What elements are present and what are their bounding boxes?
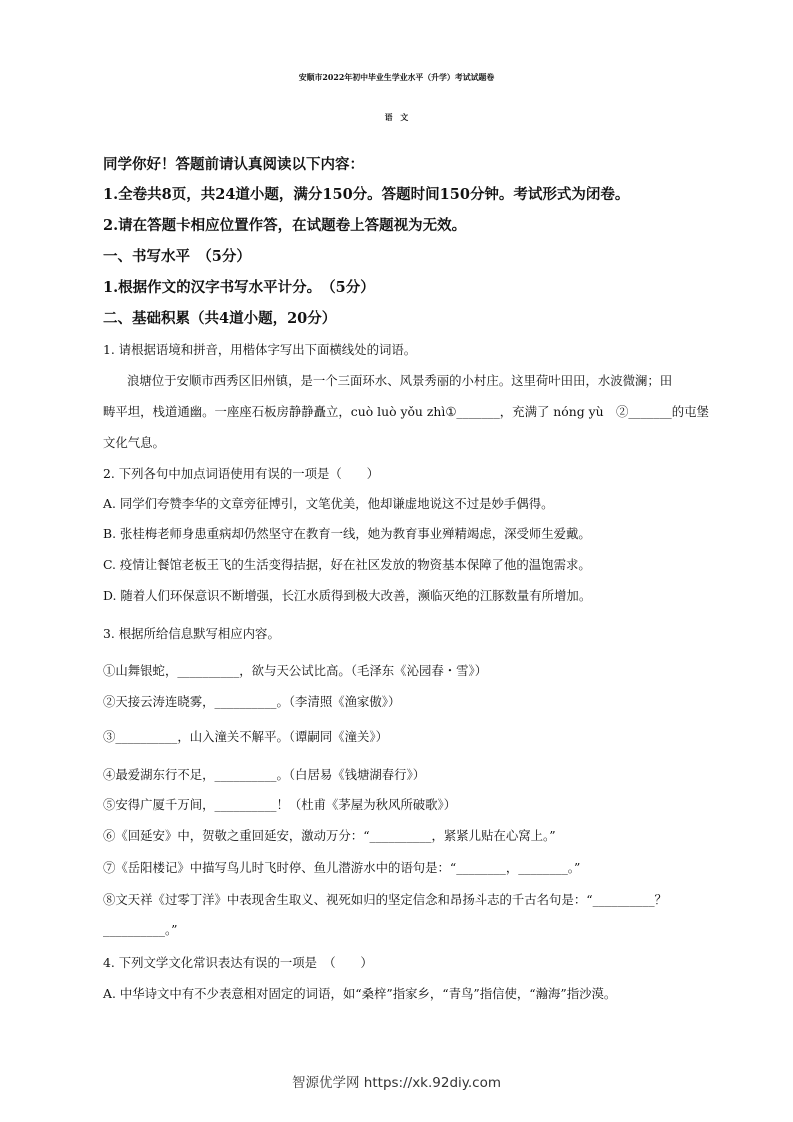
q2-option-d: D. 随着人们环保意识不断增强，长江水质得到极大改善，濒临灭绝的江豚数量有所增加。 (103, 588, 592, 603)
q3-line-4: ④最爱湖东行不足，__________。（白居易《钱塘湖春行》） (103, 767, 426, 782)
q3-line-7: ⑦《岳阳楼记》中描写鸟儿时飞时停、鱼儿潜游水中的语句是：“________，________。” (103, 860, 581, 875)
q3-line-8a: ⑧文天祥《过零丁洋》中表现舍生取义、视死如归的坚定信念和昂扬斗志的千古名句是：“__________？ (103, 892, 667, 907)
q3-line-6: ⑥《回延安》中，贺敬之重回延安，激动万分：“__________，紧紧儿贴在心窝上。” (103, 828, 556, 843)
q3-stem: 3. 根据所给信息默写相应内容。 (103, 626, 280, 641)
instruction-greeting: 同学你好！答题前请认真阅读以下内容： (103, 156, 364, 173)
subject-title: 语 文 (384, 113, 409, 122)
q1-stem: 1. 请根据语境和拼音，用楷体字写出下面横线处的词语。 (103, 342, 417, 357)
q3-line-3: ③__________，山入潼关不解平。（谭嗣同《潼关》） (103, 729, 388, 744)
q2-option-b: B. 张桂梅老师身患重病却仍然坚守在教育一线，她为教育事业殚精竭虑，深受师生爱戴。 (103, 526, 591, 541)
section1-heading: 一、书写水平 （5分） (103, 248, 251, 265)
q3-line-2: ②天接云涛连晓雾，__________。（李清照《渔家傲》） (103, 694, 401, 709)
q3-line-5: ⑤安得广厦千万间，__________！（杜甫《茅屋为秋风所破歌》） (103, 797, 457, 812)
q3-line-8b: __________。” (103, 922, 178, 937)
instruction-item-2: 2.请在答题卡相应位置作答，在试题卷上答题视为无效。 (103, 217, 467, 234)
q4-stem: 4. 下列文学文化常识表达有误的一项是 （ ） (103, 955, 373, 970)
q2-option-a: A. 同学们夸赞李华的文章旁征博引，文笔优美，他却谦虚地说这不过是妙手偶得。 (103, 496, 554, 511)
q1-passage-line-1: 浪塘位于安顺市西秀区旧州镇，是一个三面环水、风景秀丽的小村庄。这里荷叶田田，水波微澜；田 (127, 373, 673, 388)
q2-option-c: C. 疫情让餐馆老板王飞的生活变得拮据，好在社区发放的物资基本保障了他的温饱需求。 (103, 557, 591, 572)
section1-question: 1.根据作文的汉字书写水平计分。 （5分） (103, 279, 375, 296)
q1-passage-line-2: 畴平坦，栈道通幽。一座座石板房静静矗立，cuò luò yǒu zhì①_______，充满了 nóng yù ②_______的屯堡 (103, 404, 709, 419)
exam-title: 安顺市2022年初中毕业生学业水平（升学）考试试题卷 (298, 73, 495, 82)
instruction-item-1: 1.全卷共8页，共24道小题，满分150分。答题时间150分钟。考试形式为闭卷。 (103, 186, 630, 203)
footer-watermark: 智源优学网 https://xk.92diy.com (292, 1075, 501, 1091)
q2-stem: 2. 下列各句中加点词语使用有误的一项是（ ） (103, 466, 379, 481)
q4-option-a: A. 中华诗文中有不少表意相对固定的词语，如“桑梓”指家乡，“青鸟”指信使，“瀚海”指沙漠。 (103, 986, 617, 1001)
section2-heading: 二、基础积累（共4道小题，20分） (103, 310, 337, 327)
q1-passage-line-3: 文化气息。 (103, 435, 165, 450)
q3-line-1: ①山舞银蛇，__________，欲与天公试比高。（毛泽东《沁园春・雪》） (103, 663, 488, 678)
